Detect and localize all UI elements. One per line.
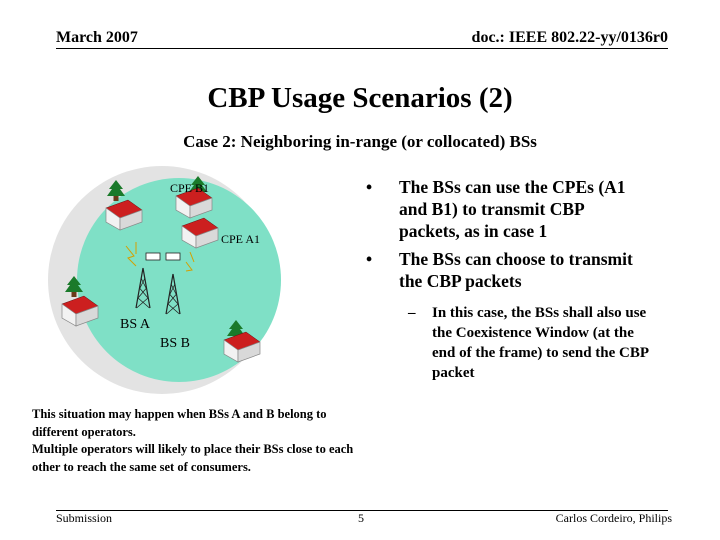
header-divider <box>56 48 668 49</box>
sub-bullet-marker: – <box>408 305 416 321</box>
footer-submission: Submission <box>56 511 113 525</box>
label-bs-a: BS A <box>120 317 150 332</box>
sub-bullet: – In this case, the BSs shall also use the Coexistence Window (at the end of the frame) to send the CBP packet <box>408 305 650 381</box>
slide-title: CBP Usage Scenarios (2) <box>207 82 513 114</box>
slide-subtitle: Case 2: Neighboring in-range (or collocated) BSs <box>183 132 537 151</box>
header-doc-id: doc.: IEEE 802.22-yy/0136r0 <box>471 29 668 46</box>
label-bs-b: BS B <box>160 336 190 351</box>
page-number: 5 <box>358 511 364 525</box>
bullet-marker: • <box>366 249 373 269</box>
scenario-note: This situation may happen when BSs A and B belong to different operators. Multiple operators will likely to place their BSs close to each other to reach the same set of consumers. <box>32 407 354 474</box>
label-cpe-b1: CPE B1 <box>170 181 210 195</box>
cpe-device-icon <box>146 253 160 260</box>
coverage-diagram <box>48 162 363 397</box>
bullet-item: • The BSs can use the CPEs (A1 and B1) to transmit CBP packets, as in case 1 <box>366 177 626 241</box>
header-date: March 2007 <box>56 29 138 46</box>
footer-author: Carlos Cordeiro, Philips <box>555 511 672 525</box>
bullet-marker: • <box>366 177 373 197</box>
label-cpe-a1: CPE A1 <box>221 232 261 246</box>
bullet-list <box>366 176 686 298</box>
bullet-item: • The BSs can choose to transmit the CBP packets <box>366 249 633 291</box>
cpe-device-icon <box>166 253 180 260</box>
